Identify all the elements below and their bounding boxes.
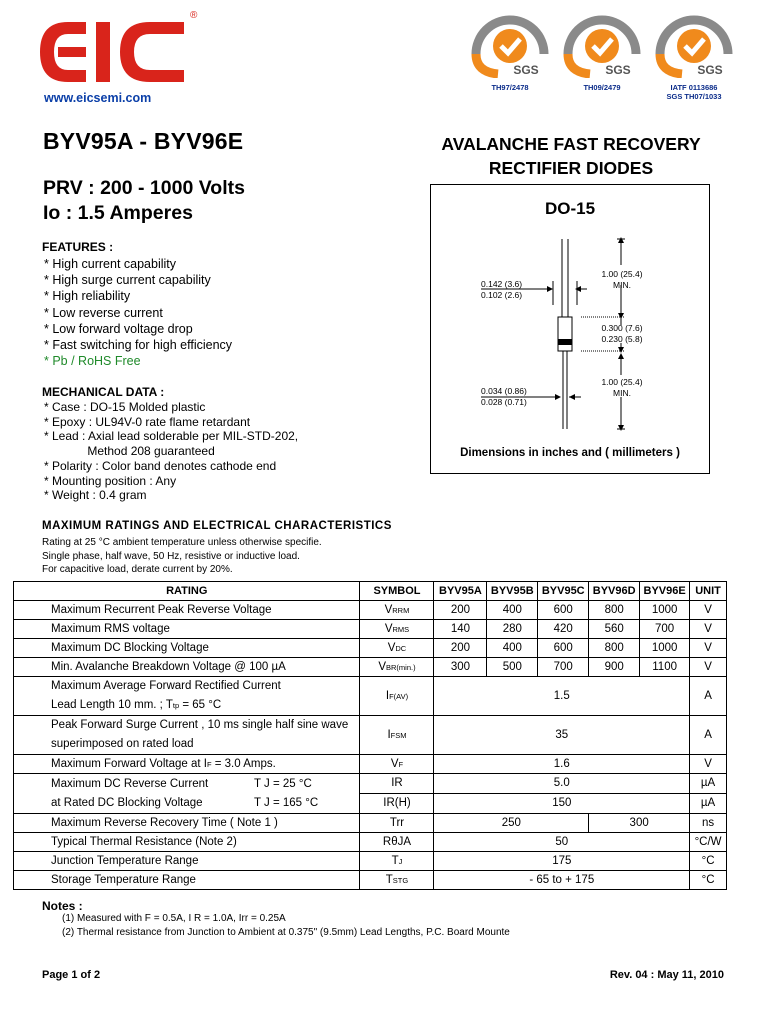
col-part: BYV95A: [434, 582, 487, 601]
product-title-line2: RECTIFIER DIODES: [488, 158, 654, 178]
symbol-text: V: [378, 661, 387, 673]
cell-value: 400: [487, 601, 538, 620]
product-title: [396, 132, 746, 180]
page-number: Page 1 of 2: [42, 969, 101, 981]
registered-mark: ®: [190, 10, 198, 21]
row-symbol: [360, 639, 434, 658]
dim-value: MIN.: [613, 388, 631, 398]
label-sub: tp: [172, 701, 180, 710]
dim-value: MIN.: [613, 280, 631, 290]
cell-value: 700: [538, 658, 589, 677]
cell-value: 800: [589, 601, 640, 620]
label-cond: T J = 165 °C: [254, 796, 319, 809]
cell-value: 300: [589, 814, 690, 833]
table-row: [14, 601, 727, 620]
row-symbol: [360, 871, 434, 890]
list-item: * Case : DO-15 Molded plastic: [44, 400, 206, 414]
label-line: superimposed on rated load: [51, 738, 194, 750]
table-row: [14, 620, 727, 639]
label-line: [51, 794, 359, 813]
row-label: [14, 774, 360, 814]
table-row: [14, 833, 727, 852]
table-row: [14, 639, 727, 658]
row-symbol: [360, 658, 434, 677]
condition-line: Single phase, half wave, 50 Hz, resistive or inductive load.: [42, 550, 300, 562]
value-line: 150: [552, 797, 572, 809]
condition-line: Rating at 25 °C ambient temperature unless otherwise specifie.: [42, 537, 322, 548]
row-label: Min. Avalanche Breakdown Voltage @ 100 µA: [14, 658, 360, 677]
list-item: * Mounting position : Any: [44, 473, 177, 488]
features-list: [44, 256, 232, 369]
svg-text:SGS: SGS: [697, 63, 723, 77]
symbol-text: IR: [360, 774, 433, 794]
cell-value: [434, 774, 690, 814]
cert-code-2: TH09/2479: [583, 83, 621, 92]
row-symbol: RθJA: [360, 833, 434, 852]
cell-unit: A: [690, 716, 727, 755]
iso-14001-badge: [560, 14, 644, 94]
symbol-sub: STG: [392, 876, 409, 885]
list-item: * High reliability: [44, 289, 131, 304]
label-line: Peak Forward Surge Current , 10 ms single half sine wave: [51, 719, 349, 731]
diagram-caption: Dimensions in inches and ( millimeters ): [460, 447, 680, 459]
list-item: * Low reverse current: [44, 305, 163, 320]
table-row: [14, 852, 727, 871]
row-label: Maximum Reverse Recovery Time ( Note 1 ): [14, 814, 360, 833]
row-symbol: [360, 620, 434, 639]
top-lead-length-dims: [597, 269, 647, 291]
label-text: Maximum Forward Voltage at I: [51, 758, 207, 770]
row-symbol: [360, 755, 434, 774]
list-item: * Epoxy : UL94V-0 rate flame retardant: [44, 414, 251, 429]
cell-value: 35: [434, 716, 690, 755]
label-text: at Rated DC Blocking Voltage: [51, 796, 203, 809]
row-label: Typical Thermal Resistance (Note 2): [14, 833, 360, 852]
list-item: * Fast switching for high efficiency: [44, 338, 233, 353]
cell-value: 200: [434, 601, 487, 620]
table-row: [14, 716, 727, 755]
cell-value: 420: [538, 620, 589, 639]
cell-unit: ns: [690, 814, 727, 833]
cell-value: 1.5: [434, 677, 690, 716]
cell-value: 175: [434, 852, 690, 871]
list-item: * High current capability: [44, 257, 177, 271]
cell-value: 1.6: [434, 755, 690, 774]
symbol-text: IR(H): [383, 797, 411, 809]
row-label: [14, 716, 360, 755]
dim-value: 0.102 (2.6): [481, 290, 523, 300]
col-symbol: SYMBOL: [360, 582, 434, 601]
cell-unit: V: [690, 639, 727, 658]
row-symbol: [360, 774, 434, 814]
row-symbol: [360, 852, 434, 871]
dim-value: 1.00 (25.4): [601, 377, 643, 387]
cell-value: 600: [538, 601, 589, 620]
row-label: [14, 677, 360, 716]
condition-line: For capacitive load, derate current by 20%.: [42, 564, 233, 575]
ratings-table: [13, 581, 727, 890]
symbol-sub: DC: [395, 644, 407, 653]
cell-value: 140: [434, 620, 487, 639]
product-title-line1: AVALANCHE FAST RECOVERY: [441, 134, 701, 154]
dim-value: 0.230 (5.8): [601, 334, 643, 344]
label-text: Maximum DC Reverse Current: [51, 777, 209, 790]
label-line: Maximum Average Forward Rectified Current: [51, 680, 281, 692]
row-label: Storage Temperature Range: [14, 871, 360, 890]
cell-unit: °C: [690, 852, 727, 871]
cell-value: - 65 to + 175: [434, 871, 690, 890]
cell-value: 900: [589, 658, 640, 677]
features-heading: FEATURES :: [42, 240, 114, 254]
svg-text:SGS: SGS: [605, 63, 631, 77]
label-sub: F: [206, 760, 212, 769]
package-name: DO-15: [544, 199, 596, 218]
row-symbol: [360, 677, 434, 716]
rating-conditions: [42, 536, 322, 577]
symbol-sub: J: [398, 857, 403, 866]
cell-value: 500: [487, 658, 538, 677]
symbol-text: T: [385, 874, 393, 886]
table-row: [14, 755, 727, 774]
mechanical-list: [44, 400, 298, 503]
symbol-sub: F: [398, 760, 404, 769]
col-part: BYV95C: [538, 582, 589, 601]
cert-code-3b: SGS TH07/1033: [666, 92, 722, 101]
row-label: Junction Temperature Range: [14, 852, 360, 871]
symbol-text: V: [384, 623, 393, 635]
label-line: [51, 775, 359, 794]
symbol-text: V: [387, 642, 396, 654]
table-row: [14, 871, 727, 890]
table-row: [14, 814, 727, 833]
notes-heading: Notes :: [42, 899, 83, 913]
package-diagram: [430, 184, 710, 474]
cert-code-1: TH97/2478: [491, 83, 529, 92]
unit-line: µA: [700, 797, 716, 809]
col-rating: RATING: [14, 582, 360, 601]
cell-value: 50: [434, 833, 690, 852]
col-part: BYV95B: [487, 582, 538, 601]
row-label: Maximum Recurrent Peak Reverse Voltage: [14, 601, 360, 620]
cell-unit: V: [690, 755, 727, 774]
cell-unit: [690, 774, 727, 814]
symbol-sub: RRM: [392, 606, 410, 615]
iso-ts-16949-badge: [652, 14, 736, 101]
note-item: (2) Thermal resistance from Junction to Ambient at 0.375" (9.5mm) Lead Lengths, P.C. Board Mounte: [62, 926, 510, 938]
label-text: = 65 °C: [179, 699, 222, 711]
cell-unit: V: [690, 601, 727, 620]
cell-value: 250: [434, 814, 589, 833]
table-header-row: [14, 582, 727, 601]
label-text: = 3.0 Amps.: [211, 758, 276, 770]
cell-value: 1100: [640, 658, 690, 677]
row-symbol: Trr: [360, 814, 434, 833]
symbol-text: V: [390, 758, 399, 770]
cell-value: 1000: [640, 639, 690, 658]
symbol-sub: F(AV): [389, 692, 409, 701]
cell-value: 800: [589, 639, 640, 658]
cell-unit: A: [690, 677, 727, 716]
io-rating: Io : 1.5 Amperes: [43, 202, 193, 224]
cell-unit: °C/W: [690, 833, 727, 852]
body-length-dims: [597, 323, 647, 345]
row-label: [14, 755, 360, 774]
row-label: Maximum RMS voltage: [14, 620, 360, 639]
cell-value: 700: [640, 620, 690, 639]
table-row: [14, 774, 727, 814]
eic-logo: [34, 16, 194, 88]
cell-unit: V: [690, 620, 727, 639]
lead-diameter-dims: [481, 279, 522, 301]
cell-value: 400: [487, 639, 538, 658]
dim-value: 1.00 (25.4): [601, 269, 643, 279]
ratings-summary: [43, 176, 245, 226]
bottom-lead-length-dims: [597, 377, 647, 399]
value-line: 5.0: [434, 774, 689, 794]
wire-diameter-dims: [481, 386, 527, 408]
list-item: * Lead : Axial lead solderable per MIL-STD-202,: [44, 429, 299, 444]
symbol-sub: RMS: [392, 625, 410, 634]
label-text: Lead Length 10 mm. ; T: [51, 699, 173, 711]
cell-value: 1000: [640, 601, 690, 620]
col-part: BYV96E: [640, 582, 690, 601]
table-row: [14, 658, 727, 677]
symbol-text: I: [385, 690, 390, 702]
cell-value: 560: [589, 620, 640, 639]
cell-value: 300: [434, 658, 487, 677]
table-row: [14, 677, 727, 716]
note-item: (1) Measured with F = 0.5A, I R = 1.0A, Irr = 0.25A: [62, 913, 286, 924]
dim-value: 0.142 (3.6): [481, 279, 523, 289]
notes-list: [62, 912, 510, 939]
label-cond: T J = 25 °C: [254, 777, 312, 790]
ratings-heading: MAXIMUM RATINGS AND ELECTRICAL CHARACTERISTICS: [42, 520, 392, 532]
row-symbol: [360, 601, 434, 620]
part-number-title: BYV95A - BYV96E: [43, 128, 244, 154]
symbol-text: T: [391, 855, 399, 867]
prv-rating: PRV : 200 - 1000 Volts: [43, 177, 245, 199]
svg-text:SGS: SGS: [513, 63, 539, 77]
do15-outline: [431, 185, 709, 473]
col-part: BYV96D: [589, 582, 640, 601]
revision: Rev. 04 : May 11, 2010: [609, 969, 724, 981]
list-item: Method 208 guaranteed: [44, 444, 215, 459]
dim-value: 0.034 (0.86): [481, 386, 527, 396]
label-line: [51, 696, 356, 715]
col-unit: UNIT: [690, 582, 727, 601]
cell-unit: V: [690, 658, 727, 677]
rohs-item: * Pb / RoHS Free: [44, 354, 141, 369]
symbol-text: V: [384, 604, 393, 616]
unit-line: µA: [690, 774, 726, 794]
dim-value: 0.300 (7.6): [601, 323, 643, 333]
website-link[interactable]: www.eicsemi.com: [44, 91, 152, 105]
symbol-sub: FSM: [390, 731, 407, 740]
list-item: * Weight : 0.4 gram: [44, 488, 147, 503]
cell-value: 280: [487, 620, 538, 639]
mechanical-heading: MECHANICAL DATA :: [42, 385, 165, 399]
cert-code-3: IATF 0113686: [670, 83, 718, 92]
symbol-text: I: [387, 729, 391, 741]
row-symbol: [360, 716, 434, 755]
symbol-sub: BR(min.): [386, 663, 416, 672]
dim-value: 0.028 (0.71): [481, 397, 527, 407]
iso-9001-badge: [468, 14, 552, 94]
list-item: * High surge current capability: [44, 273, 211, 288]
cell-value: 600: [538, 639, 589, 658]
row-label: Maximum DC Blocking Voltage: [14, 639, 360, 658]
cell-unit: °C: [690, 871, 727, 890]
list-item: * Low forward voltage drop: [44, 321, 193, 336]
cell-value: 200: [434, 639, 487, 658]
list-item: * Polarity : Color band denotes cathode end: [44, 458, 277, 473]
